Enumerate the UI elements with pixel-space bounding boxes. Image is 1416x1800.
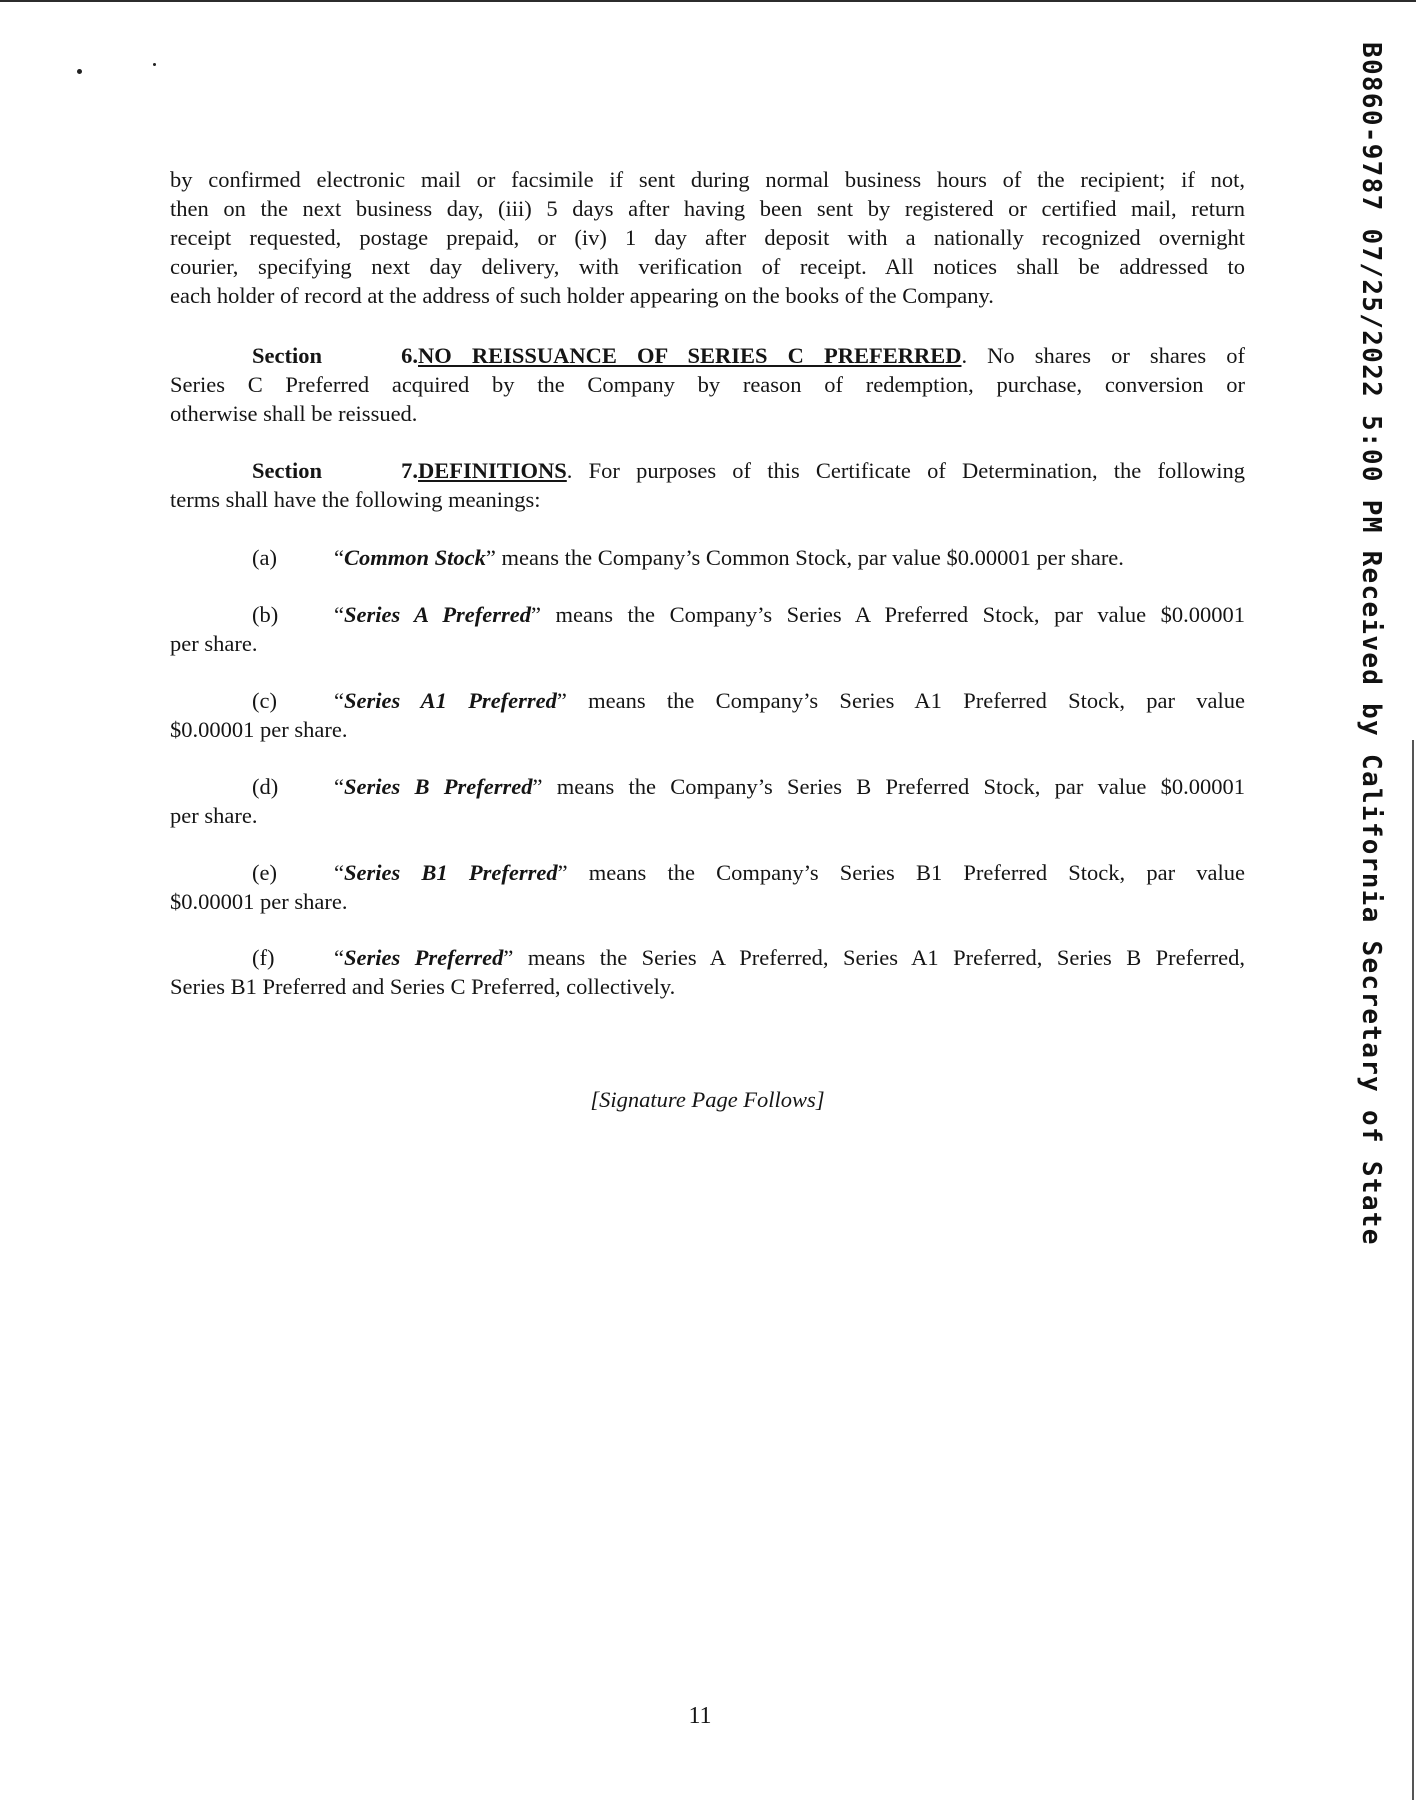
section-7-line	[170, 456, 1245, 485]
defined-term: Series Preferred	[344, 945, 504, 970]
definition-a	[170, 543, 1245, 572]
scan-speck	[153, 63, 156, 66]
close-quote: ”	[532, 774, 543, 799]
open-quote: “	[334, 774, 344, 799]
open-quote: “	[334, 945, 344, 970]
section-6-line	[170, 341, 1245, 370]
signature-page-note: [Signature Page Follows]	[590, 1087, 825, 1112]
definition-c	[170, 686, 1245, 744]
defined-term: Series B Preferred	[344, 774, 533, 799]
definition-label: (a)	[252, 545, 277, 570]
definition-line	[170, 943, 1245, 972]
page-number: 11	[688, 1703, 712, 1729]
definition-text: means the Company’s Common Stock, par value $0.00001 per share.	[495, 545, 1124, 570]
definition-line: Series B1 Preferred and Series C Preferred, collectively.	[170, 974, 676, 999]
open-quote: “	[334, 545, 344, 570]
section-6-text: . No shares or shares of	[961, 343, 1245, 368]
defined-term: Series B1 Preferred	[344, 860, 558, 885]
definition-text: means the Series A Preferred, Series A1 Preferred, Series B Preferred,	[513, 945, 1245, 970]
definition-line	[170, 686, 1245, 715]
close-quote: ”	[556, 688, 567, 713]
definition-text: means the Company’s Series B Preferred Stock, par value $0.00001	[542, 774, 1245, 799]
paragraph-line: each holder of record at the address of such holder appearing on the books of the Company.	[170, 283, 994, 308]
definition-line: $0.00001 per share.	[170, 717, 348, 742]
definition-f	[170, 943, 1245, 1001]
scan-right-edge	[1412, 740, 1414, 1800]
scan-top-edge	[0, 0, 1416, 2]
open-quote: “	[334, 860, 344, 885]
definition-text: means the Company’s Series A Preferred Stock, par value $0.00001	[540, 602, 1245, 627]
paragraph-line: courier, specifying next day delivery, with verification of receipt. All notices shall be addressed to	[170, 254, 1245, 279]
section-6-line: otherwise shall be reissued.	[170, 401, 418, 426]
definition-text: means the Company’s Series A1 Preferred Stock, par value	[566, 688, 1245, 713]
paragraph-line: then on the next business day, (iii) 5 days after having been sent by registered or certified mail, return	[170, 196, 1245, 221]
definition-line: $0.00001 per share.	[170, 889, 348, 914]
section-7-text: . For purposes of this Certificate of Determination, the following	[566, 458, 1245, 483]
definition-text: means the Company’s Series B1 Preferred Stock, par value	[567, 860, 1245, 885]
definition-line	[170, 543, 1245, 572]
definition-label: (e)	[252, 860, 277, 885]
scan-speck	[77, 69, 82, 74]
definition-line: per share.	[170, 631, 258, 656]
section-7-number: Section 7.	[252, 458, 418, 483]
open-quote: “	[334, 602, 344, 627]
definition-label: (b)	[252, 602, 279, 627]
definition-label: (c)	[252, 688, 277, 713]
section-6-number: Section 6.	[252, 343, 418, 368]
definition-line: per share.	[170, 803, 258, 828]
section-7-line: terms shall have the following meanings:	[170, 487, 541, 512]
close-quote: ”	[503, 945, 514, 970]
paragraph-line: receipt requested, postage prepaid, or (iv) 1 day after deposit with a nationally recognized overnight	[170, 225, 1245, 250]
section-6-line: Series C Preferred acquired by the Company by reason of redemption, purchase, conversion or	[170, 372, 1245, 397]
definition-line	[170, 858, 1245, 887]
defined-term: Series A1 Preferred	[344, 688, 557, 713]
section-6	[170, 341, 1245, 428]
filing-stamp: B0860-9787 07/25/2022 5:00 PM Received by California Secretary of State	[1356, 42, 1386, 1246]
definition-label: (f)	[252, 945, 275, 970]
notice-paragraph	[170, 165, 1245, 310]
definition-d	[170, 772, 1245, 830]
paragraph-line: by confirmed electronic mail or facsimile if sent during normal business hours of the recipient; if not,	[170, 167, 1245, 192]
definition-line	[170, 772, 1245, 801]
close-quote: ”	[557, 860, 568, 885]
close-quote: ”	[530, 602, 541, 627]
defined-term: Series A Preferred	[344, 602, 531, 627]
section-7	[170, 456, 1245, 514]
open-quote: “	[334, 688, 344, 713]
definition-line	[170, 600, 1245, 629]
section-6-heading: NO REISSUANCE OF SERIES C PREFERRED	[418, 343, 962, 368]
defined-term: Common Stock	[344, 545, 486, 570]
definition-label: (d)	[252, 774, 279, 799]
close-quote: ”	[485, 545, 496, 570]
section-7-heading: DEFINITIONS	[418, 458, 567, 483]
definition-b	[170, 600, 1245, 658]
definition-e	[170, 858, 1245, 916]
